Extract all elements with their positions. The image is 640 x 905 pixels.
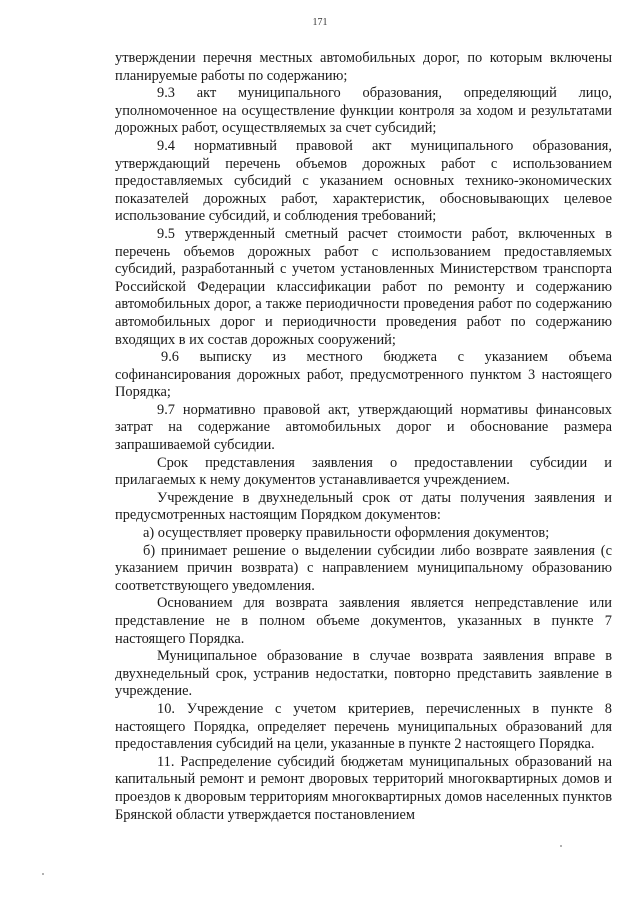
paragraph-continuation: утверждении перечня местных автомобильных дорог, по которым включены планируемые работы по содержанию;: [115, 50, 612, 84]
scan-speck: [560, 845, 562, 847]
paragraph-9-5: 9.5 утвержденный сметный расчет стоимости работ, включенных в перечень объемов дорожных работ с использованием предоставляемых субсидий, разработанный с учетом установленных Министерством транспорта Российской Федерации классификации работ по ремонту и содержанию автомобильных дорог, а также периодичности проведения работ по содержанию автомобильных дорог и периодичности проведения работ по содержанию входящих в их состав дорожных сооружений;: [115, 225, 612, 348]
paragraph-11: 11. Распределение субсидий бюджетам муниципальных образований на капитальный ремонт и ремонт дворовых территорий многоквартирных домов и проездов к дворовым территориям многоквартирных домов населенных пунктов Брянской области утверждается постановлением: [115, 753, 612, 823]
document-body: [115, 50, 612, 824]
list-item-a: а) осуществляет проверку правильности оформления документов;: [143, 525, 550, 542]
paragraph-review-period: Учреждение в двухнедельный срок от даты получения заявления и предусмотренных настоящим Порядком документов:: [115, 489, 612, 524]
page-number: 171: [312, 17, 328, 28]
paragraph-resubmission: Муниципальное образование в случае возврата заявления вправе в двухнедельный срок, устранив недостатки, повторно представить заявление в учреждение.: [115, 648, 612, 700]
paragraph-9-7: 9.7 нормативно правовой акт, утверждающий нормативы финансовых затрат на содержание автомобильных дорог и обоснование размера запрашиваемой субсидии.: [115, 401, 612, 454]
paragraph-9-3: 9.3 акт муниципального образования, определяющий лицо, уполномоченное на осуществление функции контроля за ходом и результатами дорожных работ, осуществляемых за счет субсидий;: [115, 85, 612, 137]
scan-speck: [42, 873, 44, 875]
list-item-b: б) принимает решение о выделении субсидии либо возврате заявления (с указанием причин возврата) с направлением муниципальному образованию соответствующего уведомления.: [115, 542, 612, 594]
paragraph-return-grounds: Основанием для возврата заявления является непредставление или представление не в полном объеме документов, указанных в пункте 7 настоящего Порядка.: [115, 595, 612, 647]
paragraph-submission-term: Срок представления заявления о предоставлении субсидии и прилагаемых к нему документов устанавливается учреждением.: [115, 454, 612, 489]
paragraph-10: 10. Учреждение с учетом критериев, перечисленных в пункте 8 настоящего Порядка, определяет перечень муниципальных образований для предоставления субсидий на цели, указанные в пункте 2 настоящего Порядка.: [115, 700, 612, 753]
paragraph-9-4: 9.4 нормативный правовой акт муниципального образования, утверждающий перечень объемов дорожных работ с использованием предоставляемых субсидий с указанием основных технико-экономических показателей дорожных работ, характеристик, обосновывающих целевое использование субсидий, и соблюдения требований;: [115, 137, 612, 225]
paragraph-9-6: 9.6 выписку из местного бюджета с указанием объема софинансирования дорожных работ, предусмотренного пунктом 3 настоящего Порядка;: [115, 349, 612, 401]
